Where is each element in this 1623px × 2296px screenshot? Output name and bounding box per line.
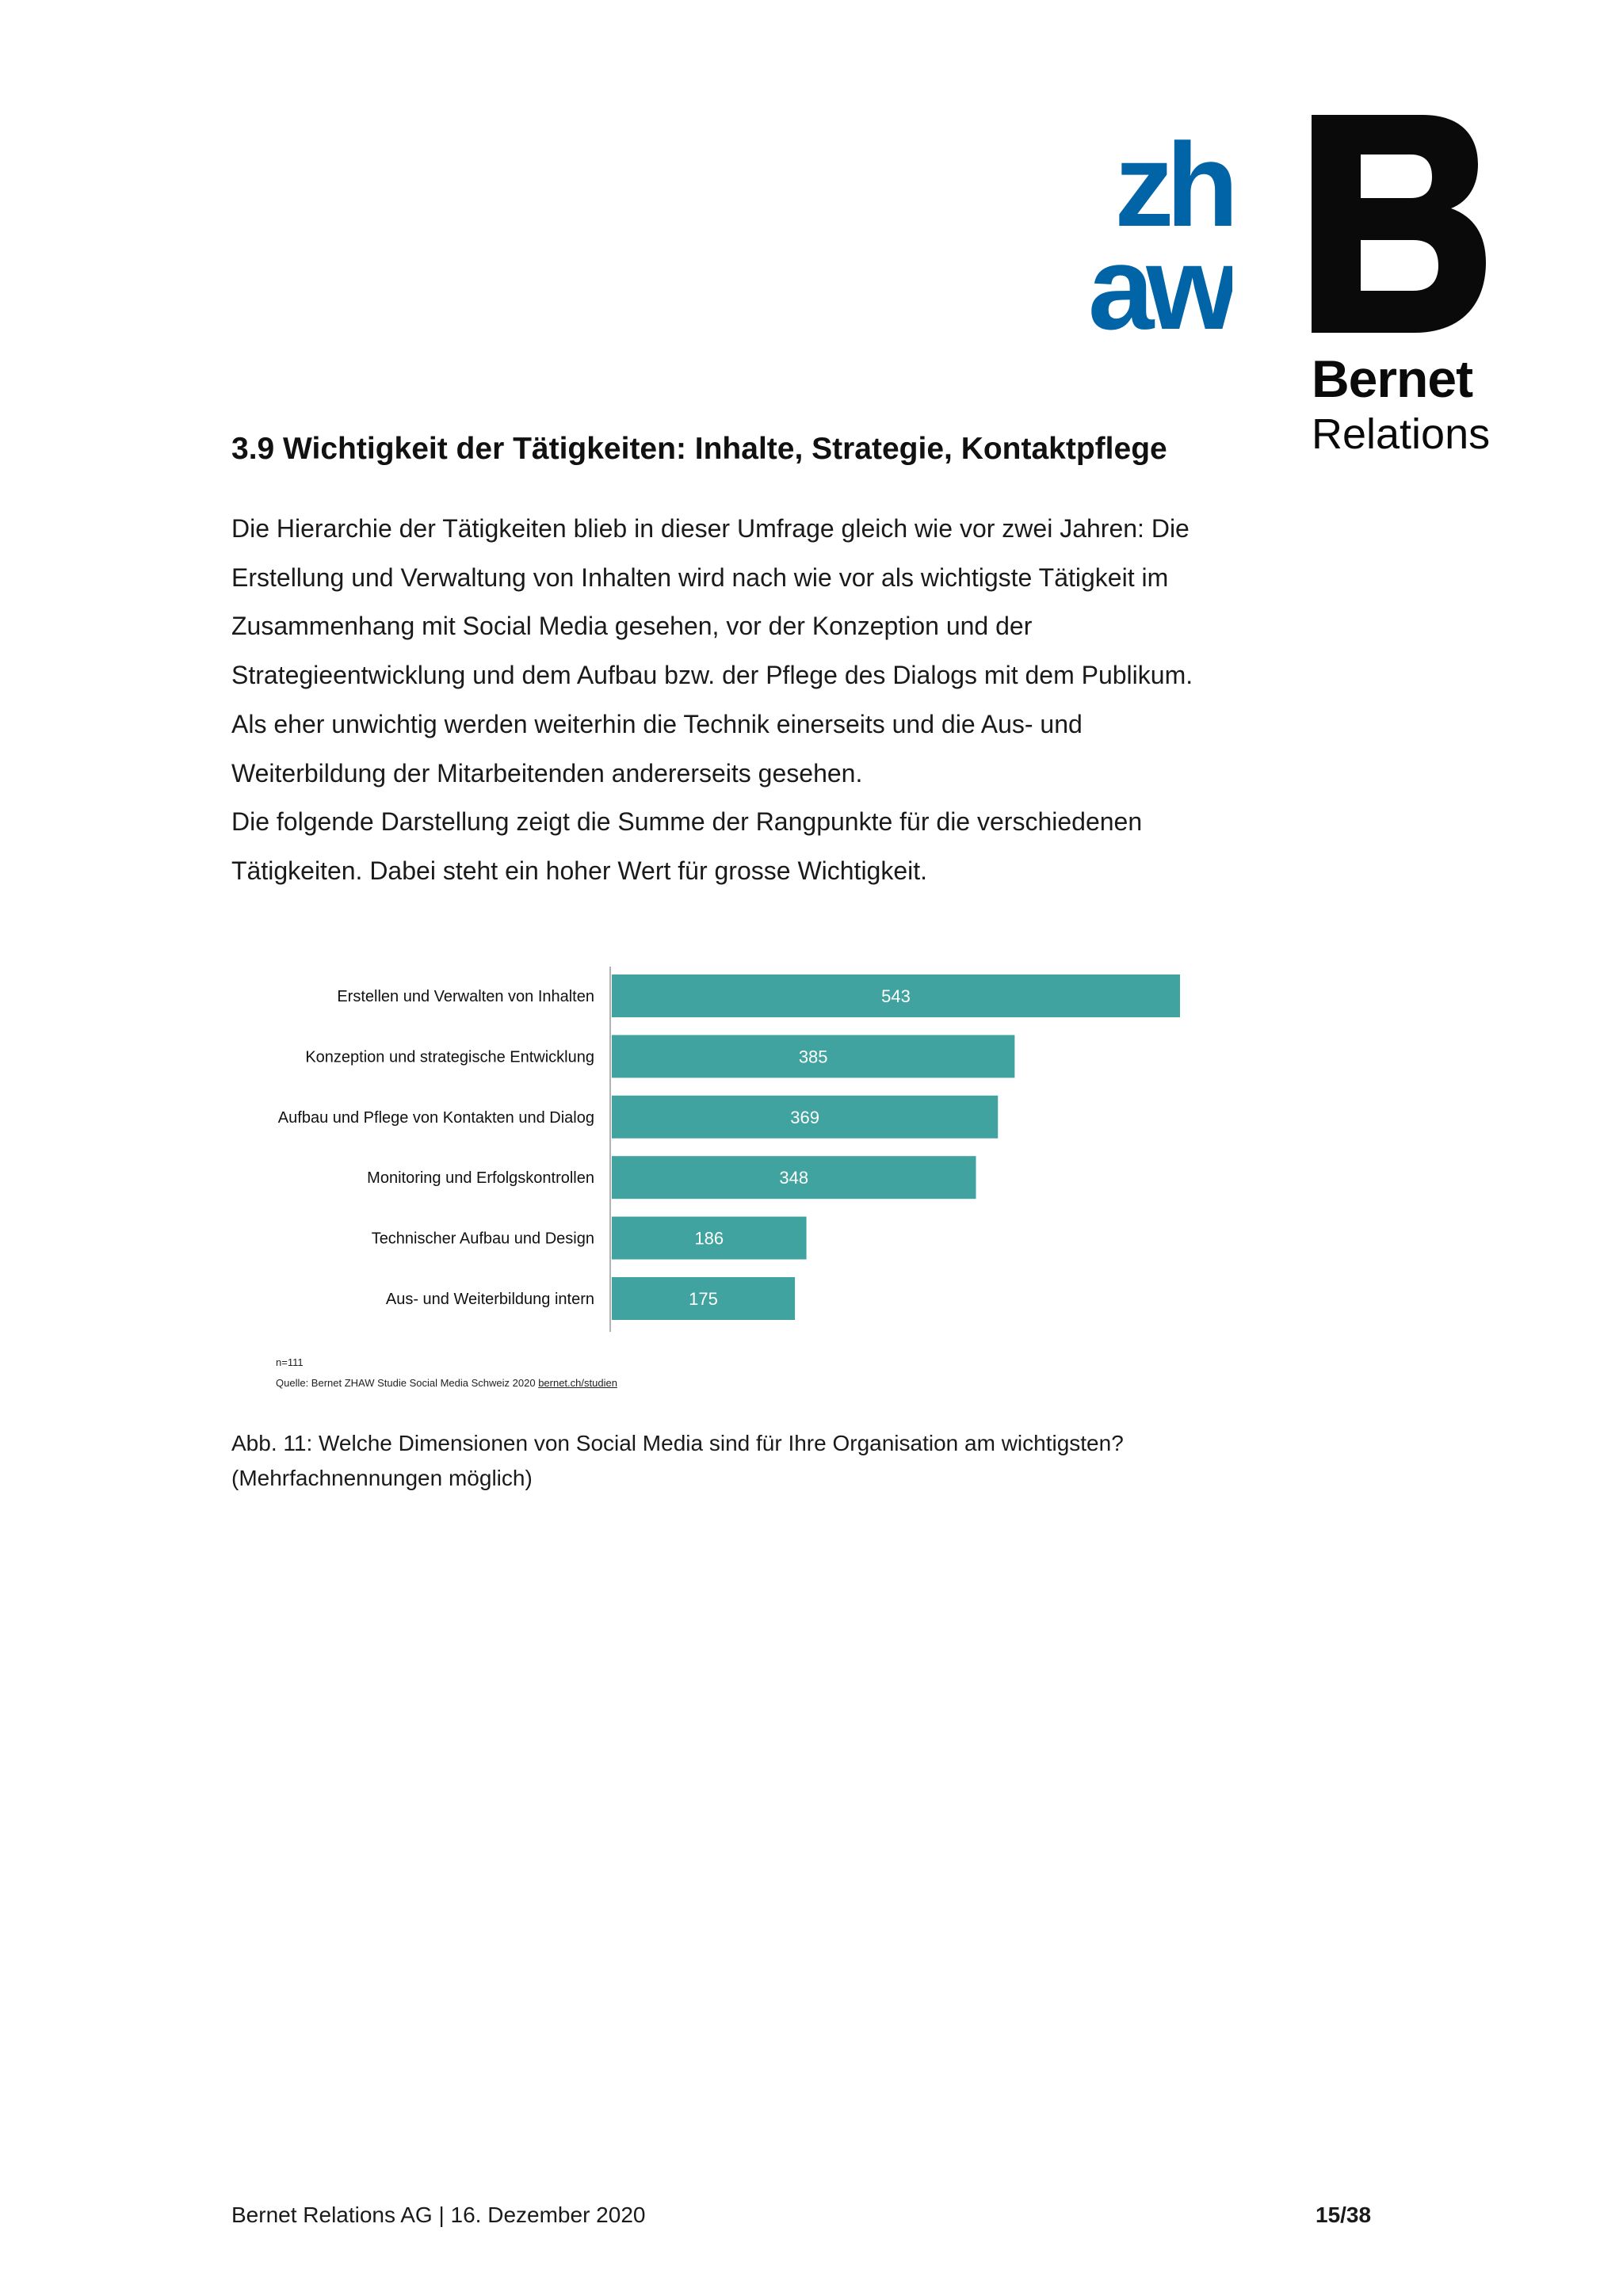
bernet-logo xyxy=(1312,115,1486,337)
body-line: Die folgende Darstellung zeigt die Summe der Rangpunkte für die verschiedenen xyxy=(231,807,1143,837)
body-line: Erstellung und Verwaltung von Inhalten wird nach wie vor als wichtigste Tätigkeit im xyxy=(231,563,1169,592)
figure-caption xyxy=(231,1426,1262,1496)
bar-value-label: 175 xyxy=(689,1289,718,1309)
chart-source xyxy=(276,1377,617,1389)
bernet-wordmark-sub: Relations xyxy=(1312,410,1491,458)
bar-value-label: 385 xyxy=(798,1047,828,1067)
page-number: 15/38 xyxy=(1316,2203,1372,2227)
zhaw-logo-aw: aw xyxy=(1087,221,1231,341)
zhaw-logo-zh: zh xyxy=(1114,127,1231,251)
category-label: Aus- und Weiterbildung intern xyxy=(385,1291,594,1308)
category-label: Aufbau und Pflege von Kontakten und Dialog xyxy=(277,1108,594,1127)
body-line: Strategieentwicklung und dem Aufbau bzw. der Pflege des Dialogs mit dem Publikum. xyxy=(231,661,1193,690)
body-line: Zusammenhang mit Social Media gesehen, vor der Konzeption und der xyxy=(231,612,1033,641)
body-line: Tätigkeiten. Dabei steht ein hoher Wert für grosse Wichtigkeit. xyxy=(231,856,928,885)
section-title: 3.9 Wichtigkeit der Tätigkeiten: Inhalte, Strategie, Kontaktpflege xyxy=(231,432,1167,466)
category-label: Erstellen und Verwalten von Inhalten xyxy=(337,988,594,1005)
bar-chart xyxy=(222,951,1252,1347)
category-label: Monitoring und Erfolgskontrollen xyxy=(367,1169,594,1188)
body-line: Die Hierarchie der Tätigkeiten blieb in dieser Umfrage gleich wie vor zwei Jahren: Die xyxy=(231,514,1190,543)
bar-value-label: 369 xyxy=(790,1107,819,1127)
footer-company-date: Bernet Relations AG | 16. Dezember 2020 xyxy=(231,2203,646,2227)
body-text xyxy=(231,505,1277,896)
bernet-wordmark: Bernet xyxy=(1312,349,1473,408)
chart-source-link[interactable]: bernet.ch/studien xyxy=(538,1377,617,1389)
bar-value-label: 348 xyxy=(779,1168,809,1188)
bar-value-label: 186 xyxy=(694,1228,724,1249)
bernet-b-mark xyxy=(1312,115,1486,337)
chart-source-text: Quelle: Bernet ZHAW Studie Social Media Schweiz 2020 xyxy=(276,1377,539,1389)
category-label: Technischer Aufbau und Design xyxy=(371,1230,594,1248)
bar-value-label: 543 xyxy=(881,986,911,1006)
zhaw-logo xyxy=(1034,127,1232,341)
caption-line: Abb. 11: Welche Dimensionen von Social Media sind für Ihre Organisation am wichtigsten? xyxy=(231,1431,1124,1455)
caption-line: (Mehrfachnennungen möglich) xyxy=(231,1466,533,1490)
chart-sample-size: n=111 xyxy=(276,1356,304,1368)
body-line: Weiterbildung der Mitarbeitenden andererseits gesehen. xyxy=(231,758,863,788)
body-line: Als eher unwichtig werden weiterhin die Technik einerseits und die Aus- und xyxy=(231,709,1083,738)
category-label: Konzeption und strategische Entwicklung xyxy=(305,1048,594,1066)
